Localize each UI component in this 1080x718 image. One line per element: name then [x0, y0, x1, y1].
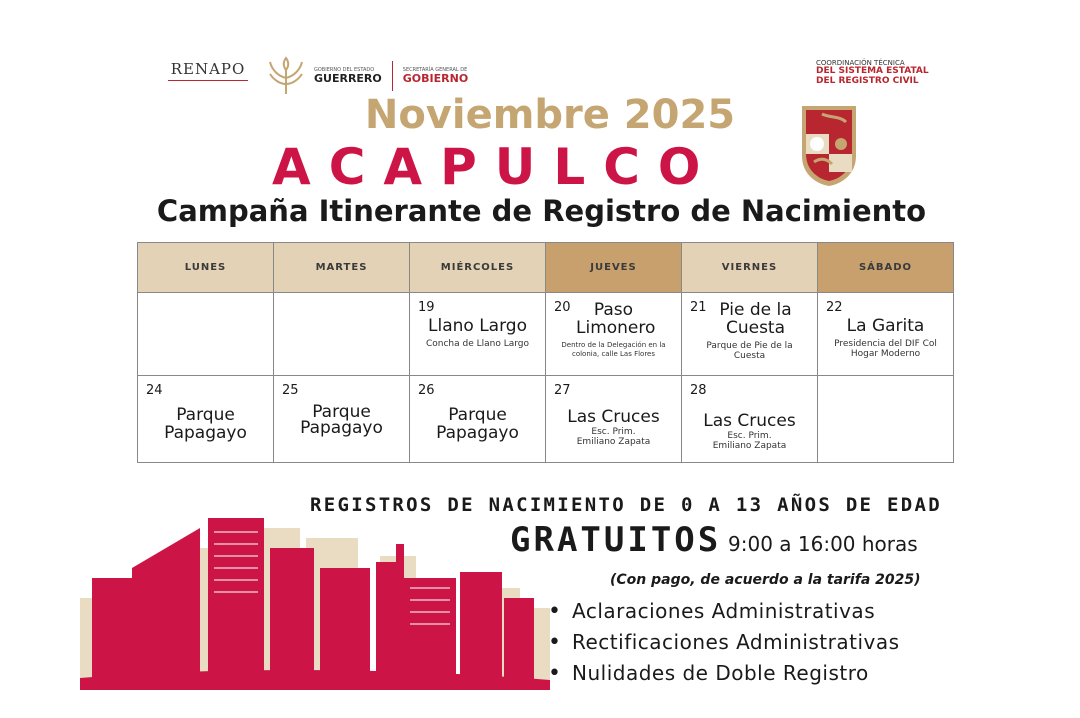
registro-civil-logo	[816, 60, 929, 86]
day-header-martes: MARTES	[274, 243, 410, 293]
guerrero-logo	[264, 56, 468, 96]
calendar-cell	[682, 293, 818, 376]
calendar-cell-empty	[274, 293, 410, 376]
renapo-logo	[168, 60, 248, 88]
calendar-cell	[818, 293, 954, 376]
guerrero-state-text: GUERRERO	[314, 72, 382, 85]
location-address: Concha de Llano Largo	[425, 339, 530, 349]
location-address: Presidencia del DIF Col Hogar Moderno	[834, 339, 937, 359]
logo-divider	[392, 61, 393, 91]
calendar-cell-empty	[138, 293, 274, 376]
calendar-cell	[546, 293, 682, 376]
coord-line-2: DEL SISTEMA ESTATAL	[816, 66, 929, 77]
day-number: 26	[418, 383, 435, 398]
day-number: 22	[826, 300, 843, 315]
location-name: Paso Limonero	[576, 300, 656, 338]
day-header-jueves: JUEVES	[546, 243, 682, 293]
location-name: Pie de la Cuesta	[719, 300, 792, 338]
month-title: Noviembre 2025	[364, 92, 736, 138]
guerrero-emblem-icon	[264, 56, 308, 96]
day-number: 25	[282, 383, 299, 398]
location-address: Esc. Prim. Emiliano Zapata	[576, 427, 651, 447]
renapo-underline-decoration	[168, 83, 248, 88]
service-item: • Aclaraciones Administrativas	[548, 596, 900, 627]
coord-line-3: DEL REGISTRO CIVIL	[816, 75, 919, 86]
location-name: Parque Papagayo	[300, 402, 383, 438]
acapulco-shield-icon	[800, 104, 858, 188]
day-header-lunes: LUNES	[138, 243, 274, 293]
calendar-header-row	[138, 243, 954, 293]
renapo-name: RENAPO	[168, 60, 248, 81]
calendar-week-row	[138, 293, 954, 376]
location-name: La Garita	[846, 316, 925, 336]
day-number: 24	[146, 383, 163, 398]
day-header-miercoles: MIÉRCOLES	[410, 243, 546, 293]
calendar-cell	[546, 376, 682, 463]
day-number: 27	[554, 383, 571, 398]
calendar-cell	[410, 293, 546, 376]
campaign-title: Campaña Itinerante de Registro de Nacimiento	[156, 194, 927, 228]
location-name: Parque Papagayo	[436, 405, 519, 443]
calendar-cell-empty	[818, 376, 954, 463]
registrations-heading: REGISTROS DE NACIMIENTO DE 0 A 13 AÑOS DE EDAD	[310, 494, 942, 516]
free-label: GRATUITOS	[510, 520, 722, 560]
city-skyline-illustration	[80, 508, 550, 690]
day-number: 21	[690, 300, 707, 315]
service-item: • Nulidades de Doble Registro	[548, 658, 900, 689]
location-name: Parque Papagayo	[164, 405, 247, 443]
city-title: ACAPULCO	[272, 138, 719, 196]
calendar-cell	[274, 376, 410, 463]
day-number: 20	[554, 300, 571, 315]
guerrero-small-text: GOBIERNO DEL ESTADO	[314, 67, 375, 73]
location-address: Esc. Prim. Emiliano Zapata	[712, 431, 787, 451]
location-name: Llano Largo	[428, 316, 527, 336]
day-header-sabado: SÁBADO	[818, 243, 954, 293]
calendar-week-row	[138, 376, 954, 463]
payment-note: (Con pago, de acuerdo a la tarifa 2025)	[610, 572, 921, 588]
gobierno-text: GOBIERNO	[402, 72, 469, 85]
calendar-cell	[410, 376, 546, 463]
gobierno-small-text: SECRETARÍA GENERAL DE	[402, 67, 468, 73]
calendar-cell	[138, 376, 274, 463]
coord-line-1: COORDINACIÓN TÉCNICA	[816, 59, 905, 67]
location-address: Dentro de la Delegación en la colonia, calle Las Flores	[561, 341, 666, 358]
service-hours: 9:00 a 16:00 horas	[728, 532, 918, 556]
service-item: • Rectificaciones Administrativas	[548, 627, 900, 658]
location-name: Las Cruces	[567, 407, 660, 427]
day-number: 28	[690, 383, 707, 398]
day-number: 19	[418, 300, 435, 315]
location-name: Las Cruces	[703, 411, 796, 431]
day-header-viernes: VIERNES	[682, 243, 818, 293]
calendar-table	[137, 242, 954, 463]
services-list	[548, 596, 900, 689]
calendar-cell	[682, 376, 818, 463]
location-address: Parque de Pie de la Cuesta	[706, 341, 793, 361]
